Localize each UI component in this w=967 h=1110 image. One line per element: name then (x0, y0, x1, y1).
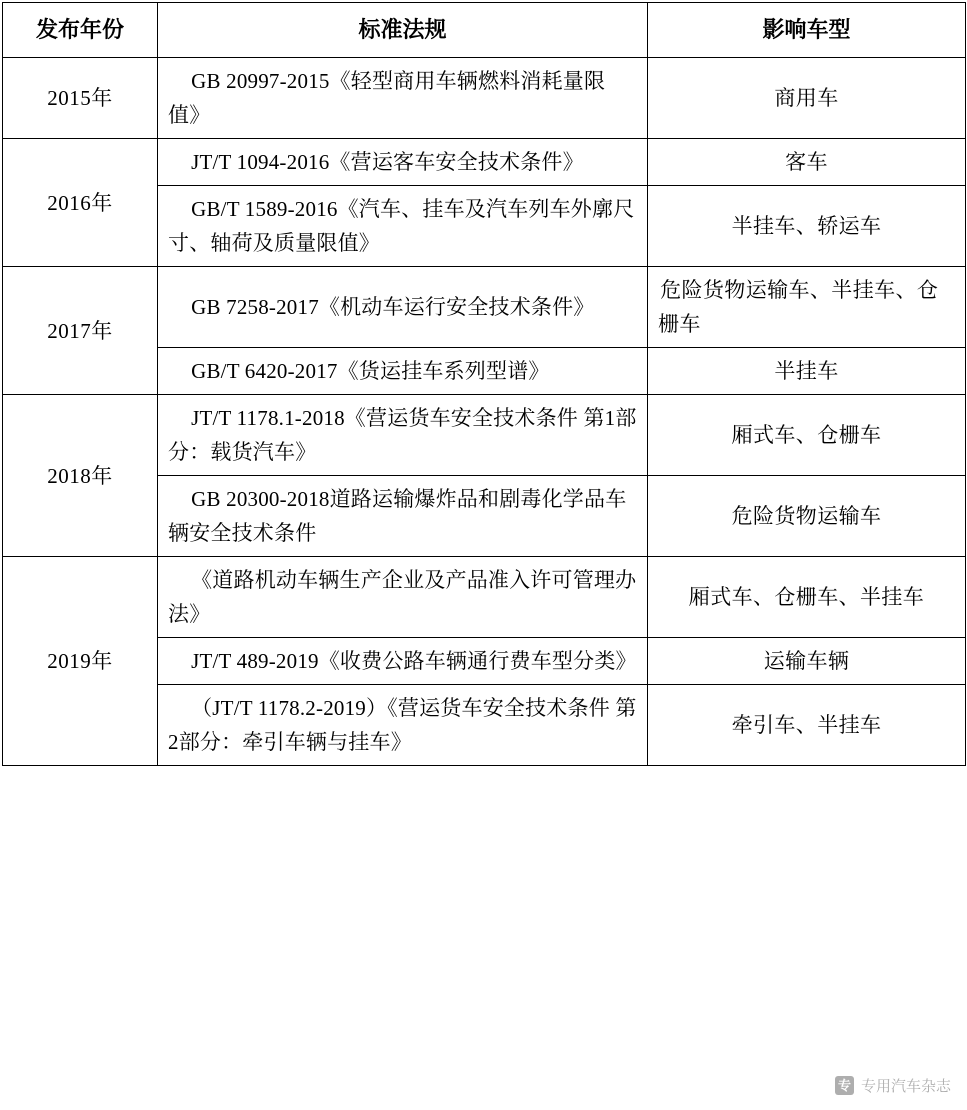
vehicle-cell: 厢式车、仓栅车 (648, 395, 966, 476)
column-header-year: 发布年份 (3, 3, 158, 58)
year-cell: 2018年 (3, 395, 158, 557)
table-header-row (3, 3, 966, 58)
vehicle-cell: 客车 (648, 139, 966, 186)
vehicle-cell: 商用车 (648, 58, 966, 139)
column-header-vehicle: 影响车型 (648, 3, 966, 58)
year-cell: 2019年 (3, 557, 158, 766)
table-row (3, 395, 966, 476)
standard-cell: GB/T 1589-2016《汽车、挂车及汽车列车外廓尺寸、轴荷及质量限值》 (158, 186, 648, 267)
table-row (3, 58, 966, 139)
year-cell: 2017年 (3, 267, 158, 395)
vehicle-cell: 半挂车 (648, 348, 966, 395)
standard-cell: GB/T 6420-2017《货运挂车系列型谱》 (158, 348, 648, 395)
standard-cell: JT/T 489-2019《收费公路车辆通行费车型分类》 (158, 638, 648, 685)
vehicle-cell: 危险货物运输车 (648, 476, 966, 557)
table-row (3, 139, 966, 186)
column-header-standard: 标准法规 (158, 3, 648, 58)
watermark (835, 1075, 951, 1096)
year-cell: 2016年 (3, 139, 158, 267)
standards-regulations-table (2, 2, 966, 766)
table-row (3, 267, 966, 348)
standard-cell: （JT/T 1178.2-2019）《营运货车安全技术条件 第2部分：牵引车辆与挂车》 (158, 685, 648, 766)
standard-cell: 《道路机动车辆生产企业及产品准入许可管理办法》 (158, 557, 648, 638)
standard-cell: GB 20997-2015《轻型商用车辆燃料消耗量限值》 (158, 58, 648, 139)
standard-cell: JT/T 1178.1-2018《营运货车安全技术条件 第1部分：载货汽车》 (158, 395, 648, 476)
vehicle-cell: 危险货物运输车、半挂车、仓栅车 (648, 267, 966, 348)
table-body (3, 58, 966, 766)
vehicle-cell: 半挂车、轿运车 (648, 186, 966, 267)
standard-cell: JT/T 1094-2016《营运客车安全技术条件》 (158, 139, 648, 186)
standard-cell: GB 7258-2017《机动车运行安全技术条件》 (158, 267, 648, 348)
vehicle-cell: 运输车辆 (648, 638, 966, 685)
table-header (3, 3, 966, 58)
watermark-logo-icon: 专 (835, 1076, 854, 1095)
watermark-text: 专用汽车杂志 (860, 1078, 951, 1095)
vehicle-cell: 厢式车、仓栅车、半挂车 (648, 557, 966, 638)
vehicle-cell: 牵引车、半挂车 (648, 685, 966, 766)
table-row (3, 557, 966, 638)
year-cell: 2015年 (3, 58, 158, 139)
standard-cell: GB 20300-2018道路运输爆炸品和剧毒化学品车辆安全技术条件 (158, 476, 648, 557)
